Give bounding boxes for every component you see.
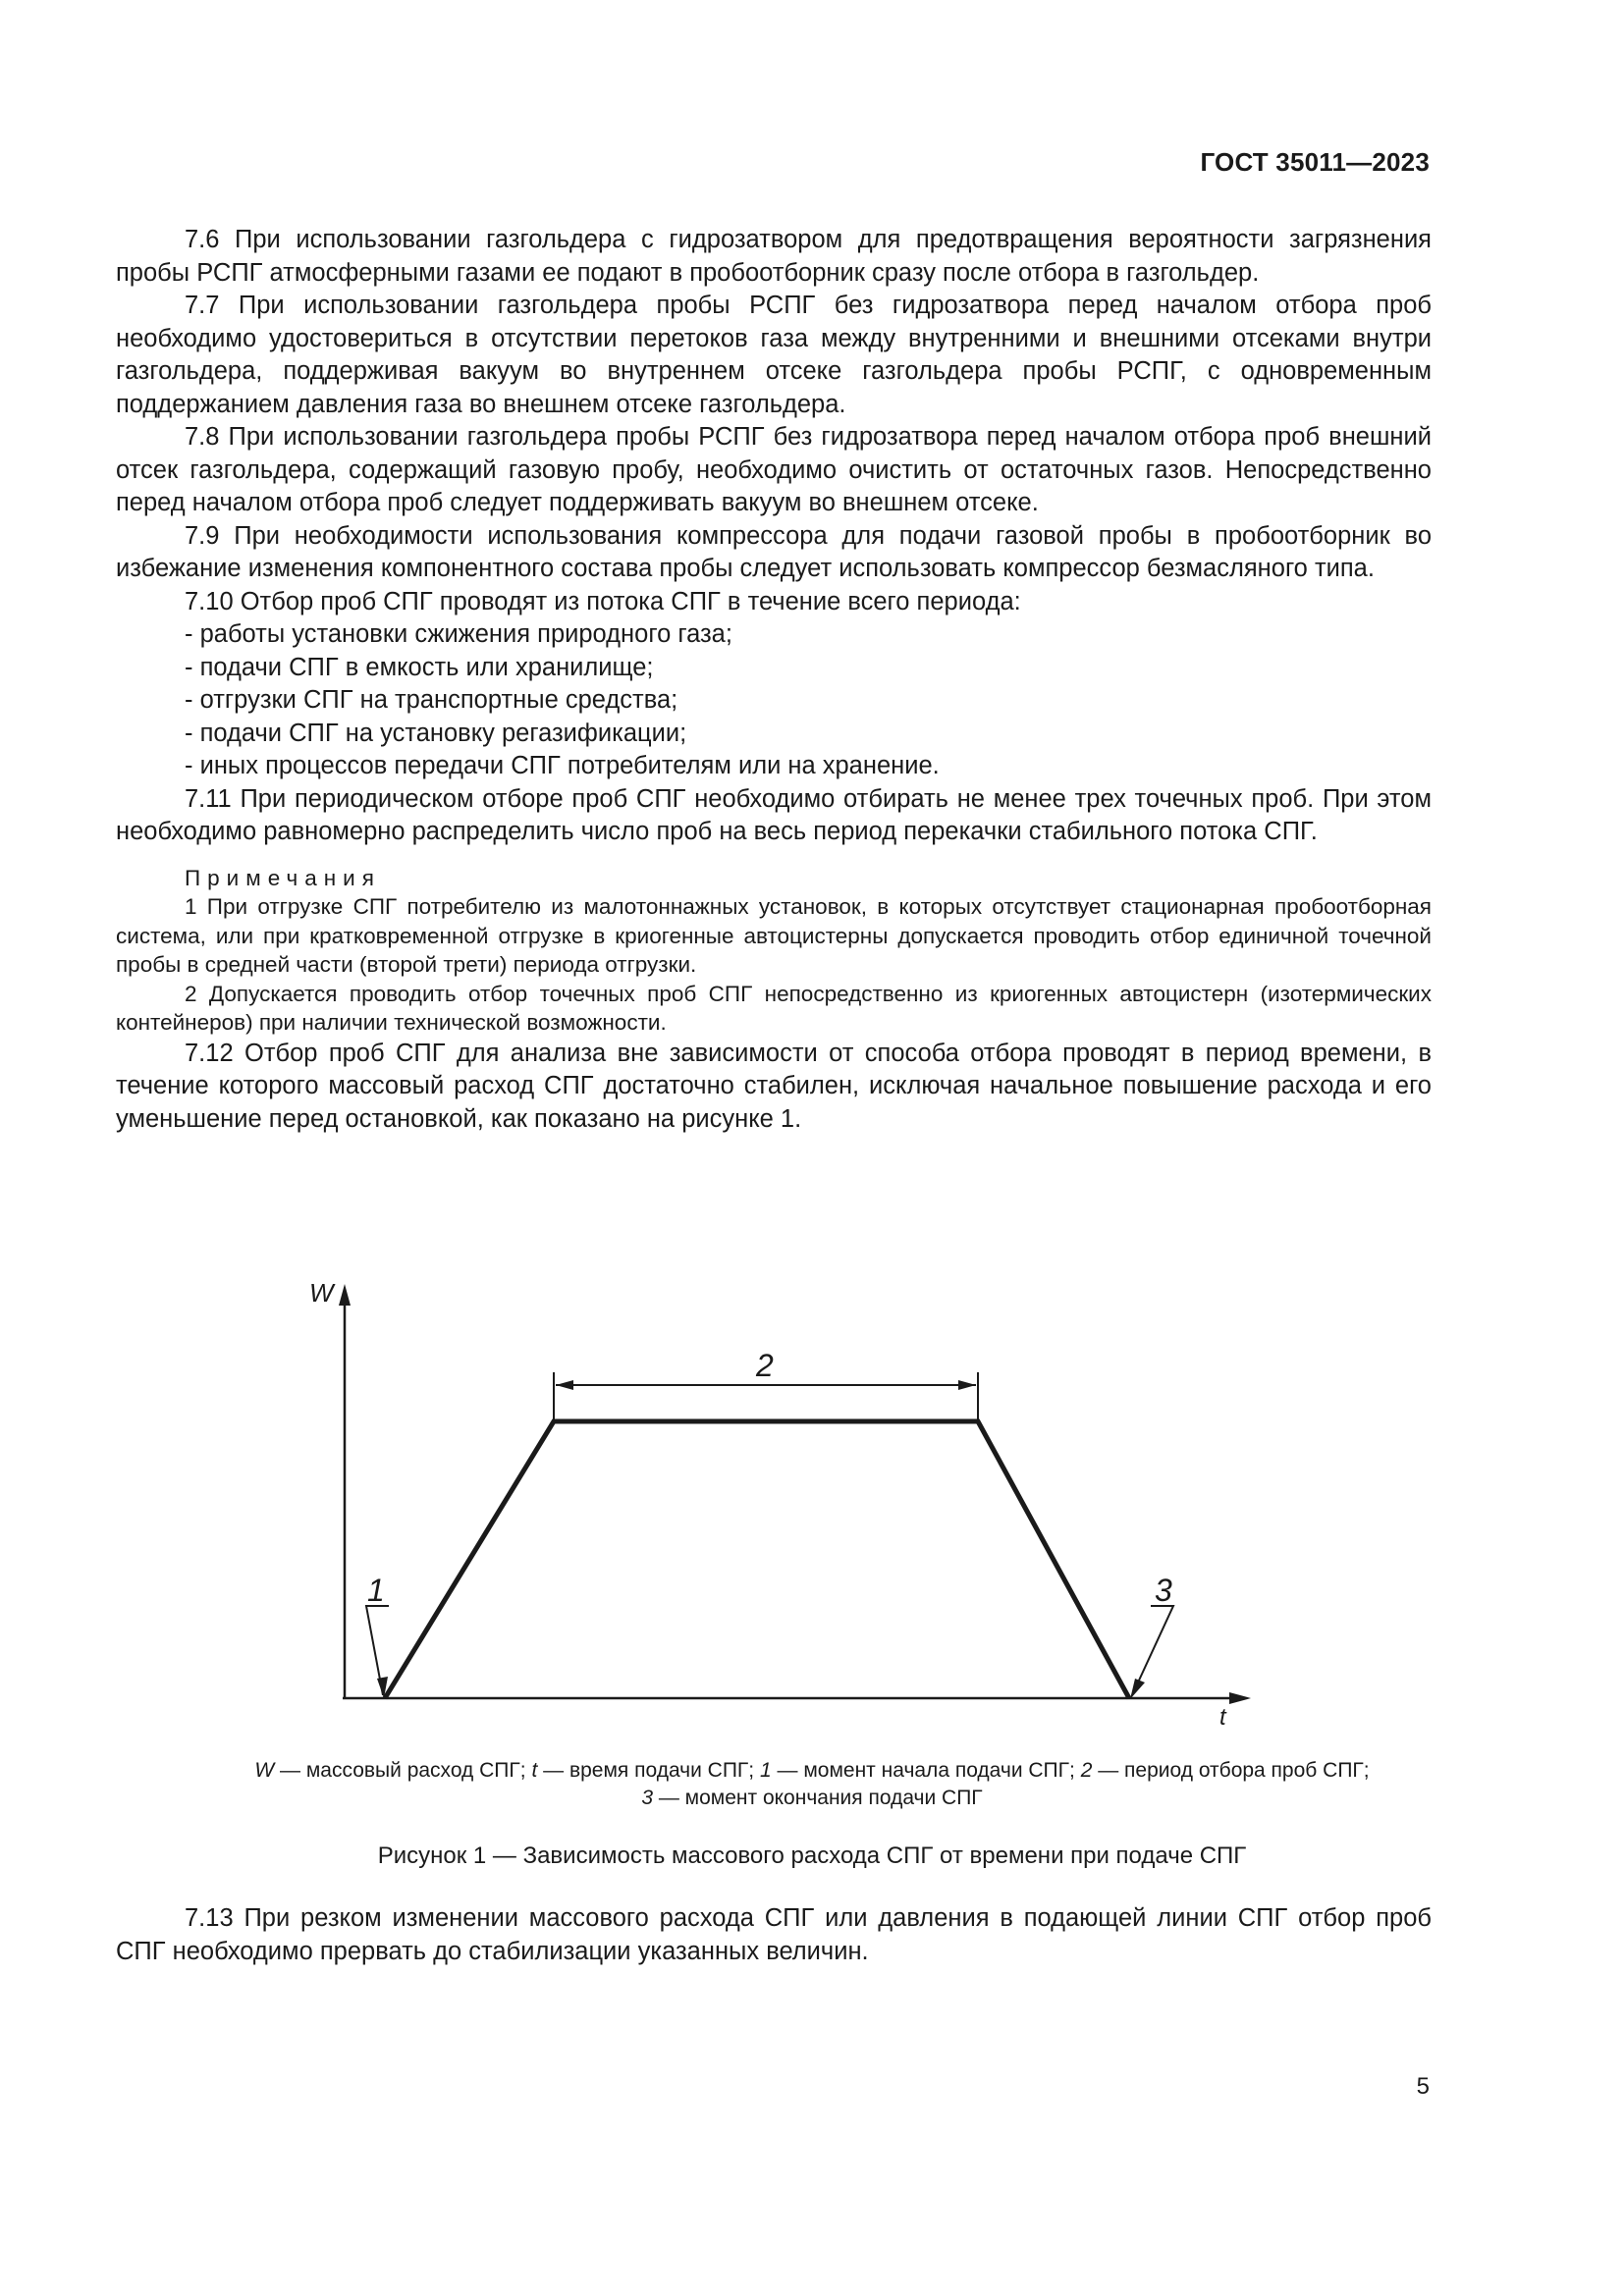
x-axis-arrow-icon (1229, 1692, 1251, 1704)
legend-symbol-w: W (254, 1759, 275, 1782)
final-text (116, 1902, 1432, 1968)
legend-text-t: — время подачи СПГ; (537, 1759, 760, 1782)
main-text (116, 224, 1432, 1136)
x-axis-label: t (1219, 1704, 1226, 1731)
list-item: - отгрузки СПГ на транспортные средства; (185, 686, 678, 714)
callout-arrow-3-icon (1130, 1679, 1145, 1699)
legend-text-3: — момент окончания подачи СПГ (653, 1787, 983, 1809)
legend-text-1: — момент начала подачи СПГ; (771, 1759, 1081, 1782)
figure-caption: Рисунок 1 — Зависимость массового расхода СПГ от времени при подаче СПГ (377, 1842, 1247, 1869)
dimension-arrow-left-icon (556, 1380, 573, 1390)
dimension-arrow-right-icon (958, 1380, 976, 1390)
list-item: - иных процессов передачи СПГ потребителям или на хранение. (185, 752, 940, 779)
callout-label-3: 3 (1155, 1573, 1172, 1608)
legend-line-1 (0, 1757, 1624, 1785)
legend-line-2 (0, 1785, 1624, 1812)
legend-symbol-3: 3 (641, 1787, 653, 1809)
legend-text-w: — массовый расход СПГ; (274, 1759, 532, 1782)
paragraph-7-9: 7.9 При необходимости использования компрессора для подачи газовой пробы в пробоотборник во избежание изменения компонентного состава пробы следует использовать компрессор безмасляного типа. (116, 521, 1432, 582)
paragraph-7-11: 7.11 При периодическом отборе проб СПГ необходимо отбирать не менее трех точечных проб. При этом необходимо равномерно распределить число проб на весь период перекачки стабильного потока СПГ. (116, 784, 1432, 845)
figure-legend (0, 1757, 1624, 1812)
notes-title: Примечания (185, 865, 381, 890)
paragraph-7-6: 7.6 При использовании газгольдера с гидрозатвором для предотвращения вероятности загрязнения пробы РСПГ атмосферными газами ее подают в пробоотборник сразу после отбора в газгольдер. (116, 226, 1432, 287)
y-axis-label: W (309, 1278, 334, 1308)
legend-symbol-t: t (531, 1759, 538, 1782)
list-item: - подачи СПГ на установку регазификации; (185, 719, 687, 747)
legend-text-2: — период отбора проб СПГ; (1092, 1759, 1370, 1782)
note-2: 2 Допускается проводить отбор точечных проб СПГ непосредственно из криогенных автоцистерн (изотермических контейнеров) при наличии технической возможности. (116, 981, 1432, 1035)
flow-curve (385, 1421, 1129, 1698)
legend-symbol-2: 2 (1080, 1759, 1093, 1782)
paragraph-7-7: 7.7 При использовании газгольдера пробы РСПГ без гидрозатвора перед началом отбора проб необходимо удостовериться в отсутствии перетоков газа между внутренними и внешними отсеками внутри газгольдера, поддерживая вакуум во внутреннем отсеке газгольдера пробы РСПГ, с одновременным поддержанием давления газа во внешнем отсеке газгольдера. (116, 292, 1432, 418)
callout-label-2: 2 (756, 1348, 774, 1383)
paragraph-7-13: 7.13 При резком изменении массового расхода СПГ или давления в подающей линии СПГ отбор проб СПГ необходимо прервать до стабилизации указанных величин. (116, 1904, 1432, 1965)
y-axis-arrow-icon (339, 1284, 351, 1306)
paragraph-7-10: 7.10 Отбор проб СПГ проводят из потока СПГ в течение всего периода: (185, 587, 1021, 615)
legend-symbol-1: 1 (759, 1759, 772, 1782)
paragraph-7-12: 7.12 Отбор проб СПГ для анализа вне зависимости от способа отбора проводят в период времени, в течение которого массовый расход СПГ достаточно стабилен, исключая начальное повышение расхода и его уменьшение перед остановкой, как показано на рисунке 1. (116, 1039, 1432, 1133)
list-item: - подачи СПГ в емкость или хранилище; (185, 653, 654, 681)
note-1: 1 При отгрузке СПГ потребителю из малотоннажных установок, в которых отсутствует стационарная пробоотборная система, или при кратковременной отгрузке в криогенные автоцистерны допускается проводить отбор единичной точечной пробы в средней части (второй трети) периода отгрузки. (116, 894, 1432, 977)
list-item: - работы установки сжижения природного газа; (185, 620, 732, 648)
callout-label-1: 1 (367, 1573, 385, 1608)
document-code: ГОСТ 35011—2023 (1200, 147, 1430, 177)
paragraph-7-8: 7.8 При использовании газгольдера пробы РСПГ без гидрозатвора перед началом отбора проб внешний отсек газгольдера, содержащий газовую пробу, необходимо очистить от остаточных газов. Непосредственно перед началом отбора проб следует поддерживать вакуум во внешнем отсеке. (116, 423, 1432, 516)
notes-block (116, 864, 1432, 1038)
page-number: 5 (1416, 2073, 1430, 2100)
